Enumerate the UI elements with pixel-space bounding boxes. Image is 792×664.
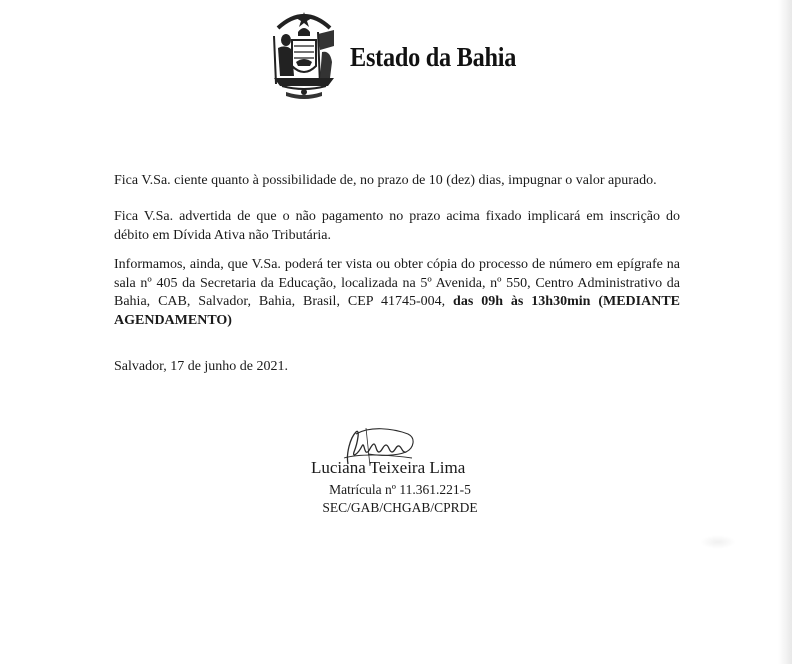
signatory-matricula: Matrícula nº 11.361.221-5 [329,482,471,497]
paragraph-process-access-text: Informamos, ainda, que V.Sa. poderá ter vista ou obter cópia do processo de número em epígrafe na sala nº 405 da Secretaria da Educação, localizada na 5º Avenida, nº 550, Centro Administrativo da Bahia, CAB, Salvador, Bahia, Brasil, CEP 41745-004, [114,257,680,309]
page-edge-shadow [778,0,792,664]
signatory-name: Luciana Teixeira Lima [311,458,466,477]
paper-smudge [700,535,736,549]
signatory-department: SEC/GAB/CHGAB/CPRDE [322,500,478,515]
brand-title: Estado da Bahia [350,41,517,72]
paragraph-schedule-bold: das 09h às 13h30min (MEDIANTE AGENDAMENTO) [114,294,681,328]
signature-block [300,420,500,520]
paragraph-impugnation-notice: Fica V.Sa. ciente quanto à possibilidade de, no prazo de 10 (dez) dias, impugnar o valor apurado. [114,173,657,188]
date-line: Salvador, 17 de junho de 2021. [114,359,289,374]
paragraph-debt-warning: Fica V.Sa. advertida de que o não pagamento no prazo acima fixado implicará em inscrição do débito em Dívida Ativa não Tributária. [114,209,680,243]
coat-of-arms-icon [264,6,344,102]
paragraph-process-access [114,256,680,330]
letterhead [264,6,535,102]
